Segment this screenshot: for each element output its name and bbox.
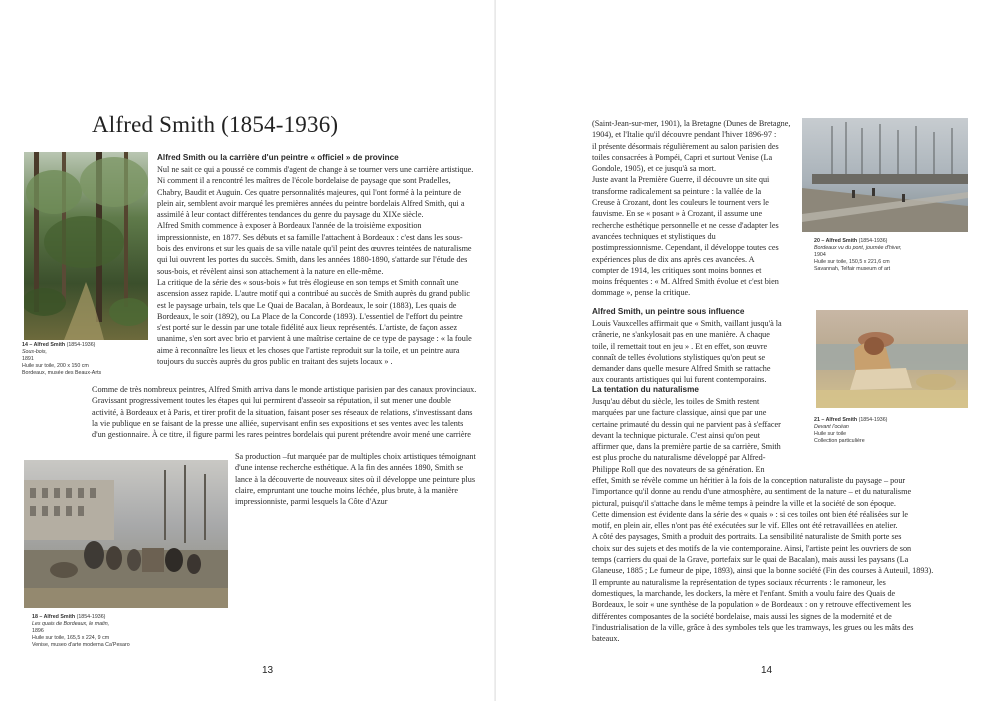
section2-line: aux courants artistiques qui lui furent contemporains.: [592, 375, 767, 385]
page-title: Alfred Smith (1854-1936): [92, 112, 339, 137]
intro-line: Juste avant la Première Guerre, il découvre un site qui: [592, 175, 770, 185]
section3-line: motif, en plein air, elles n'ont pas été exécutées sur le vif. Elles ont été retravaillées en atelier.: [592, 521, 898, 531]
caption-20-medium: Huile sur toile, 150,5 x 221,6 cm: [814, 259, 890, 265]
section2-line: demander dans quelle mesure Alfred Smith se rattache: [592, 364, 771, 374]
painting-sous-bois-image: [24, 152, 148, 340]
section3-line: domestiques, la marchande, les dockers, la mère et l'enfant. Smith a voulu faire des Quais de: [592, 588, 896, 598]
section2-line: toile, il remettait tout en jeu » . Et en effet, son œuvre: [592, 341, 768, 351]
section3-line: pictural, puisqu'il s'attache dans le même temps à peindre la ville et la société de son époque.: [592, 498, 896, 508]
caption-14-location: Bordeaux, musée des Beaux-Arts: [22, 370, 102, 376]
section3-line: Jusqu'au début du siècle, les toiles de Smith restent: [592, 397, 760, 406]
intro-line: postimpressionnisme. Cependant, il développe toutes ces: [592, 243, 779, 253]
intro-line: Creuse à Crozant, dont les couleurs le tournent vers le: [592, 198, 769, 208]
caption-21-num: 21 – Alfred Smith: [814, 417, 858, 423]
intro-line: moins fréquentes : « M. Alfred Smith évolue et c'est bien: [592, 277, 779, 287]
caption-18-medium: Huile sur toile, 165,5 x 224, 9 cm: [32, 635, 110, 641]
intro-line: (Saint-Jean-sur-mer, 1901), la Bretagne (Dunes de Bretagne,: [592, 119, 791, 128]
caption-18-location: Venise, museo d'arte moderna Ca'Pesaro: [32, 642, 130, 648]
section3-line: choix sur des sujets et des motifs de la vie contemporaine. Ainsi, l'artiste peint les ouvriers de son: [592, 543, 912, 553]
caption-21-dates: (1854-1936): [858, 417, 888, 423]
section3-line: devant la technique picturale. C'est ainsi qu'on peut: [592, 430, 761, 440]
caption-21-location: Collection particulière: [814, 438, 865, 444]
caption-14-dates: (1854-1936): [66, 342, 96, 348]
section3-line: A côté des paysages, Smith a produit des portraits. La sensibilité naturaliste de Smith porte ses: [592, 532, 902, 542]
section1-column-top: [157, 164, 475, 367]
section3-heading: La tentation du naturalisme: [592, 385, 699, 394]
section1-heading: Alfred Smith ou la carrière d'un peintre « officiel » de province: [157, 153, 399, 162]
section2-line: Louis Vauxcelles affirmait que « Smith, vaillant jusqu'à la: [592, 319, 782, 328]
section3-line: temps (carriers du quai de la Grave, portefaix sur le quai de Bacalan), mais aussi les paysans (La: [592, 555, 909, 565]
section1-paragraph-5: Sa production –fut marquée par de multiples choix artistiques témoignant d'une intense recherche esthétique. A la fin des années 1890, Smith se lance à la découverte de nouveaux sites où il développe une peinture plus claire, empruntant une touche moins léchée, plus brute, à la manière impressionniste, parmi lesquels la Côte d'Azur: [235, 452, 476, 507]
section3-line: bateaux.: [592, 634, 620, 644]
intro-line: avancées techniques et stylistiques du: [592, 231, 716, 241]
caption-20-year: 1904: [814, 252, 826, 258]
page-number-left: 13: [262, 665, 274, 676]
painting-bordeaux-pont-image: [802, 118, 968, 232]
section2-line: crânerie, ne s'ankylosait pas en une manière. A chaque: [592, 330, 770, 340]
painting-devant-ocean-image: [816, 310, 968, 408]
intro-line: Gondole, 1905), et ce jusqu'à sa mort.: [592, 164, 717, 174]
section2-heading: Alfred Smith, un peintre sous influence: [592, 307, 745, 316]
intro-line: toiles consacrées à Pompéi, Capri et surtout Venise (La: [592, 152, 773, 162]
section3-line: certaine primauté du dessin qui ne parvient pas à s'effacer: [592, 419, 781, 429]
section3-line: Glaneuse, 1885 ; Le fumeur de pipe, 1893), ainsi que la bonne société (Fin des courses à Auteuil, 1893).: [592, 566, 934, 576]
caption-18: [32, 614, 192, 649]
intro-line: fauvisme. En se « posant » à Crozant, il assume une: [592, 209, 763, 219]
section2-line: connaît de telles évolutions stylistiques qu'on peut se: [592, 352, 766, 362]
caption-18-num: 18 – Alfred Smith: [32, 614, 76, 620]
caption-14: [22, 342, 152, 377]
caption-14-year: 1891: [22, 356, 34, 362]
section3-line: est plus proche du naturalisme développé par Alfred-: [592, 453, 766, 463]
painting-quais-image: [24, 460, 228, 608]
section3-line: marquées par une facture classique, ainsi que par une: [592, 408, 767, 418]
section1-paragraph-4-wide: [92, 384, 477, 440]
section3-line: différentes composantes de la société bordelaise, mais aussi les signes de la modernité et de: [592, 611, 892, 621]
intro-column: [592, 118, 814, 299]
section1-paragraph-3: La critique de la série des « sous-bois » fut très élogieuse en son temps et Smith connaît une ascension assez rapide. L'autre motif qui a contribué au succès de Smith auprès du grand public est le paysage urbain, tels que Le Quai de Bacalan, à Bordeaux, le soir (1883), Les quais de Bordeaux, le soir (1892), ou La Place de la Concorde (1893). L'essentiel de l'effort du peintre s'est porté sur le dessin par une totale fidélité aux lieux représentés. L'artiste, de façon assez unanime, s'en sort avec brio et parvient à une maîtrise certaine de ce type de paysage : « la foule aime à reconnaître les lieux et les choses que l'artiste reproduit sur la toile, et un peintre aura toujours du succès auprès du gros public en traitant des sujets locaux » .: [157, 277, 472, 367]
caption-14-medium: Huile sur toile, 200 x 150 cm: [22, 363, 89, 369]
caption-21-title: Devant l'océan: [814, 424, 849, 430]
section1-paragraph-4: Comme de très nombreux peintres, Alfred Smith arriva dans le monde artistique parisien par des canaux provinciaux. Gravissant progressivement toutes les étapes qui lui permirent d'asseoir sa réputation, il sut mener une double activité, à Bordeaux et à Paris, et tirer profit de la situation, faisant poser ses réseaux de relations, s'investissant dans la vie publique en se faisant de la presse une alliée, supervisant enfin ses expositions et ses ventes avec les talents d'un gestionnaire. À ce titre, il figure parmi les rares peintres bordelais qui purent prétendre avoir mené une carrière: [92, 385, 477, 440]
section3-wide-column: [592, 475, 972, 644]
section3-line: Philippe Roll que des novateurs de sa génération. En: [592, 464, 765, 474]
caption-20: [814, 238, 964, 273]
intro-line: transforme radicalement sa peinture : la vallée de la: [592, 186, 762, 196]
caption-21: [814, 417, 964, 445]
caption-18-title: Les quais de Bordeaux, le matin,: [32, 621, 110, 627]
intro-line: recherche esthétique personnelle et ne cesse d'adapter les: [592, 220, 779, 230]
section3-line: Bordeaux, le soir « une synthèse de la population » de Bordeaux : on y retrouve effectivement les: [592, 600, 912, 610]
section1-paragraph-2: Alfred Smith commence à exposer à Bordeaux l'année de la troisième exposition impressionniste, en 1877. Ses débuts et sa famille l'attachent à Bordeaux : c'est dans les sous-bois des environs et sur les quais de sa ville natale qu'il peint des œuvres teintées de naturalisme qui lui ouvrent les portes du succès. Smith, dans les années 1880-1890, s'attarde sur l'étude des sous-bois, et révèlent ainsi son attachement à la nature en elle-même.: [157, 221, 472, 276]
caption-20-location: Savannah, Telfair museum of art: [814, 266, 891, 272]
caption-20-dates: (1854-1936): [858, 238, 888, 244]
caption-20-title: Bordeaux vu du pont, journée d'hiver,: [814, 245, 902, 251]
intro-line: il présente désormais régulièrement au salon parisien des: [592, 141, 779, 151]
section2-column: [592, 318, 812, 386]
caption-14-num: 14 – Alfred Smith: [22, 342, 66, 348]
section1-column-bottom: [235, 451, 480, 657]
section3-line: Cette dimension est évidente dans la série des « quais » : si ces toiles ont bien été réalisées sur le: [592, 509, 909, 519]
intro-line: compter de 1914, les critiques sont moins bonnes et: [592, 265, 762, 275]
section1-paragraph-1: Nul ne sait ce qui a poussé ce commis d'agent de change à se tourner vers une carrière artistique. Ni comment il a rencontré les maîtres de l'école bordelaise de paysage que sont Pradelles, Chabry, Baudit et Auguin. Ces quatre personnalités majeures, qui l'ont formé à la peinture de plein air, semblent avoir marqué les premières années du peintre bordelais Alfred Smith, qui a assimilé à leur contact différentes tendances du genre du paysage du XIXe siècle.: [157, 165, 474, 220]
intro-line: 1904), et l'Italie qu'il découvre pendant l'hiver 1896-97 :: [592, 130, 777, 140]
intro-line: expériences plus de dix ans après ces avancées. A: [592, 254, 755, 264]
section3-line: Il emprunte au naturalisme la représentation de types sociaux récurrents : le ramoneur, les: [592, 577, 886, 587]
intro-line: dommage », pense la critique.: [592, 288, 691, 298]
right-page: [496, 0, 992, 701]
section3-line: l'industrialisation de la ville, grâce à des symboles tels que les tramways, les grues ou les mâts des: [592, 622, 914, 632]
caption-21-medium: Huile sur toile: [814, 431, 847, 437]
page-number-right: 14: [761, 665, 773, 676]
caption-18-dates: (1854-1936): [76, 614, 106, 620]
section3-narrow-column: [592, 396, 814, 475]
caption-14-title: Sous-bois,: [22, 349, 48, 355]
caption-20-num: 20 – Alfred Smith: [814, 238, 858, 244]
caption-18-year: 1896: [32, 628, 44, 634]
section3-line: effet, Smith se révèle comme un héritier à la fois de la conception naturaliste du paysage – pour: [592, 476, 906, 485]
section3-line: l'importance qu'il donne au rendu d'une atmosphère, au sentiment de la nature – et du naturalisme: [592, 487, 912, 497]
section3-line: affirmer que, dans la première partie de sa carrière, Smith: [592, 442, 781, 452]
